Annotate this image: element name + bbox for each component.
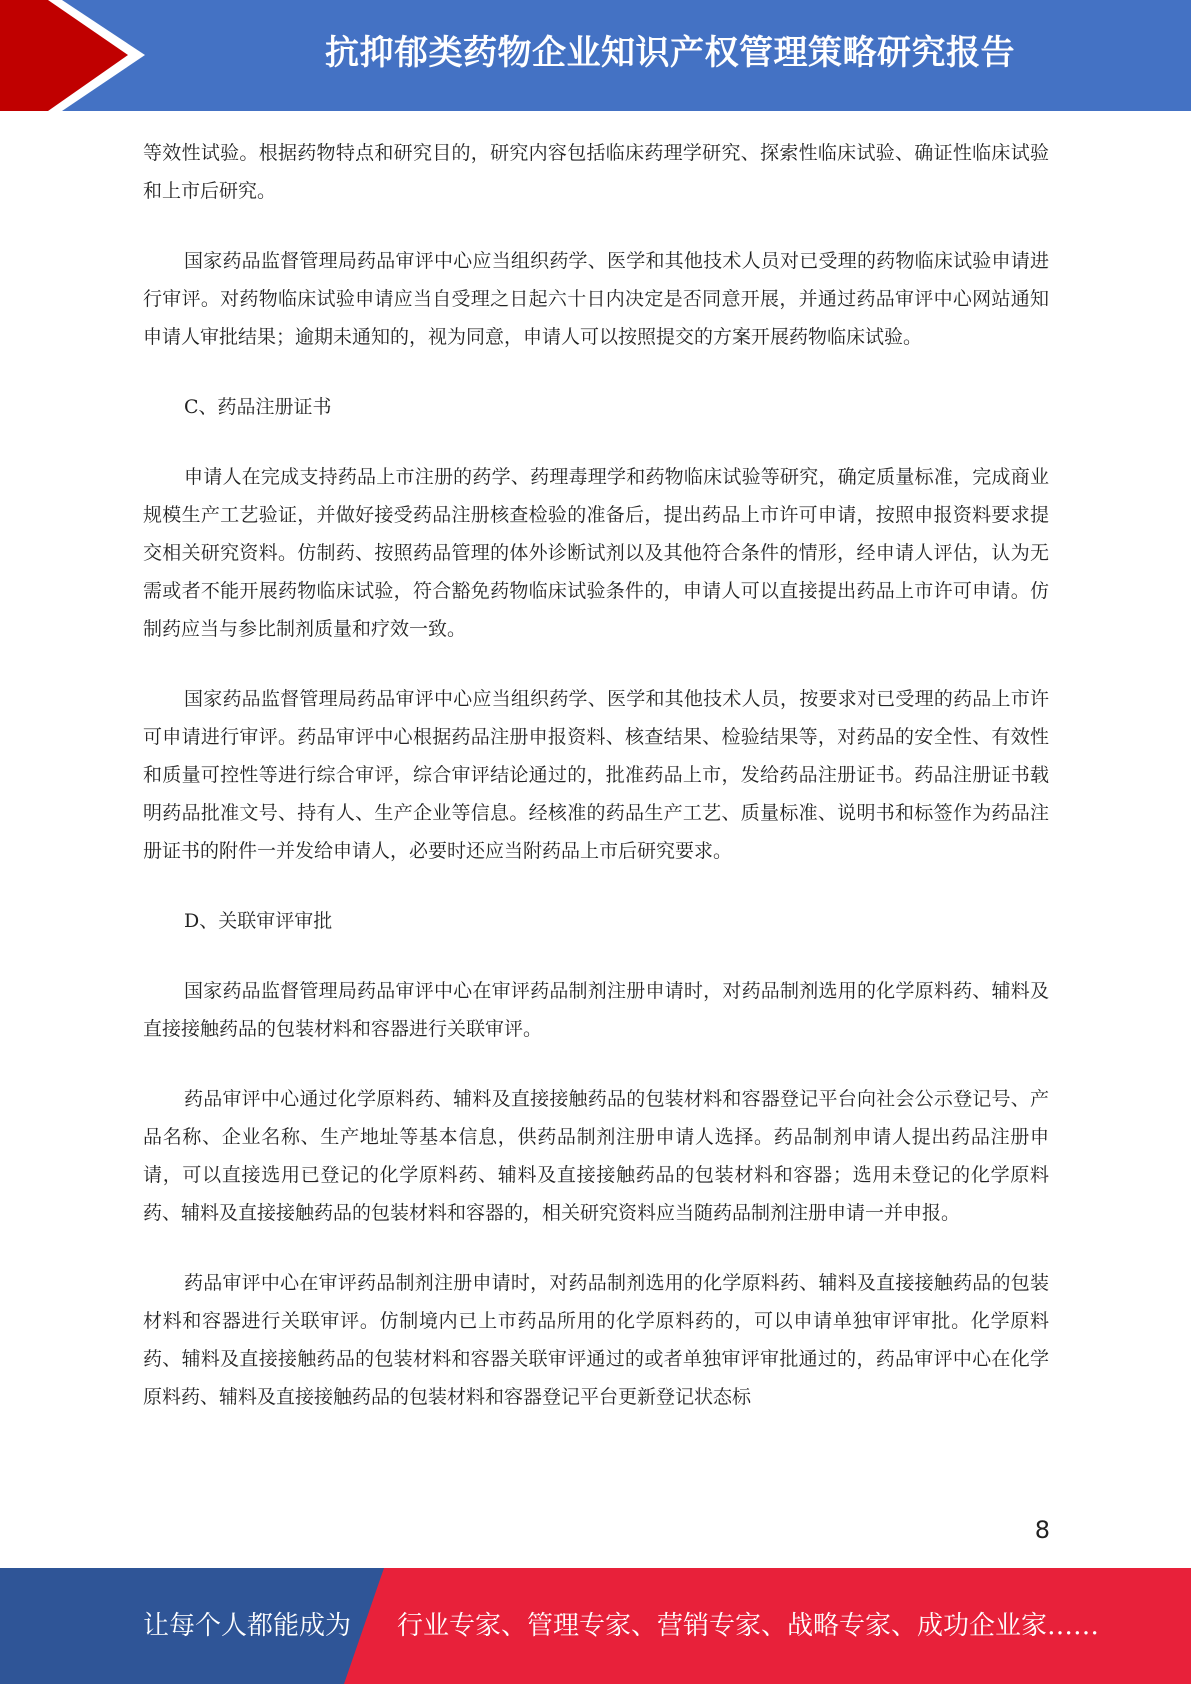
chevron-arrow-icon <box>0 0 160 111</box>
page-number: 8 <box>1034 1516 1050 1544</box>
page-body <box>143 134 1049 1448</box>
footer-banner <box>0 1568 1191 1684</box>
footer-slogan-right: 行业专家、管理专家、营销专家、战略专家、成功企业家…… <box>397 1611 1100 1641</box>
paragraph-registration-certificate: 国家药品监督管理局药品审评中心应当组织药学、医学和其他技术人员，按要求对已受理的药品上市许可申请进行审评。药品审评中心根据药品注册申报资料、核查结果、检验结果等，对药品的安全性、有效性和质量可控性等进行综合审评，综合审评结论通过的，批准药品上市，发给药品注册证书。药品注册证书载明药品批准文号、持有人、生产企业等信息。经核准的药品生产工艺、质量标准、说明书和标签作为药品注册证书的附件一并发给申请人，必要时还应当附药品上市后研究要求。 <box>143 688 1049 862</box>
section-heading-c: C、药品注册证书 <box>184 396 332 418</box>
paragraph-associated-review: 国家药品监督管理局药品审评中心在审评药品制剂注册申请时，对药品制剂选用的化学原料药、辅料及直接接触药品的包装材料和容器进行关联审评。 <box>143 980 1049 1040</box>
paragraph-clinical-trial-review: 国家药品监督管理局药品审评中心应当组织药学、医学和其他技术人员对已受理的药物临床试验申请进行审评。对药物临床试验申请应当自受理之日起六十日内决定是否同意开展，并通过药品审评中心网站通知申请人审批结果；逾期未通知的，视为同意，申请人可以按照提交的方案开展药物临床试验。 <box>143 250 1049 348</box>
section-heading-d: D、关联审评审批 <box>184 910 333 932</box>
paragraph-marketing-application: 申请人在完成支持药品上市注册的药学、药理毒理学和药物临床试验等研究，确定质量标准，完成商业规模生产工艺验证，并做好接受药品注册核查检验的准备后，提出药品上市许可申请，按照申报资料要求提交相关研究资料。仿制药、按照药品管理的体外诊断试剂以及其他符合条件的情形，经申请人评估，认为无需或者不能开展药物临床试验，符合豁免药物临床试验条件的，申请人可以直接提出药品上市许可申请。仿制药应当与参比制剂质量和疗效一致。 <box>143 466 1049 640</box>
footer-slogan-left: 让每个人都能成为 <box>143 1611 352 1641</box>
report-title: 抗抑郁类药物企业知识产权管理策略研究报告 <box>325 33 1015 73</box>
header-banner <box>0 0 1191 111</box>
paragraph-registration-platform: 药品审评中心通过化学原料药、辅料及直接接触药品的包装材料和容器登记平台向社会公示登记号、产品名称、企业名称、生产地址等基本信息，供药品制剂注册申请人选择。药品制剂申请人提出药品注册申请，可以直接选用已登记的化学原料药、辅料及直接接触药品的包装材料和容器；选用未登记的化学原料药、辅料及直接接触药品的包装材料和容器的，相关研究资料应当随药品制剂注册申请一并申报。 <box>143 1088 1049 1224</box>
paragraph-independent-review: 药品审评中心在审评药品制剂注册申请时，对药品制剂选用的化学原料药、辅料及直接接触药品的包装材料和容器进行关联审评。仿制境内已上市药品所用的化学原料药的，可以申请单独审评审批。化学原料药、辅料及直接接触药品的包装材料和容器关联审评通过的或者单独审评审批通过的，药品审评中心在化学原料药、辅料及直接接触药品的包装材料和容器登记平台更新登记状态标 <box>143 1272 1049 1408</box>
paragraph-continued: 等效性试验。根据药物特点和研究目的，研究内容包括临床药理学研究、探索性临床试验、确证性临床试验和上市后研究。 <box>143 142 1049 202</box>
